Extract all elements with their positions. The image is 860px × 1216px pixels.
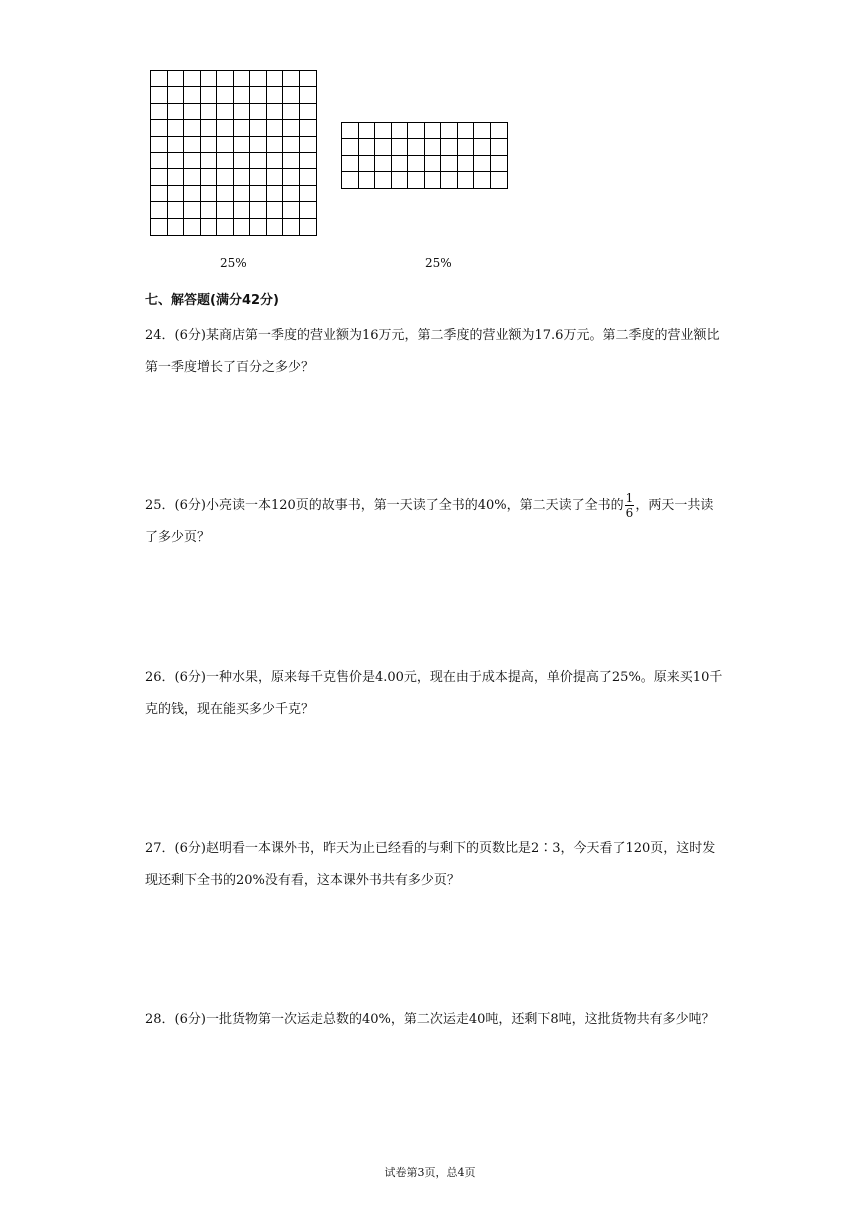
grid-cell bbox=[267, 87, 284, 103]
grid-cell bbox=[267, 71, 284, 87]
grid-cell bbox=[375, 123, 392, 139]
grid-cell bbox=[201, 153, 218, 169]
grid-cell bbox=[168, 202, 185, 218]
grid-cell bbox=[458, 123, 475, 139]
grid-cell bbox=[408, 139, 425, 155]
grid-cell bbox=[250, 137, 267, 153]
grid-cell bbox=[168, 186, 185, 202]
grid-cell bbox=[234, 186, 251, 202]
grid-cell bbox=[184, 120, 201, 136]
grid-cell bbox=[283, 71, 300, 87]
question-24 bbox=[145, 320, 725, 384]
grid-cell bbox=[250, 104, 267, 120]
grid-cell bbox=[359, 123, 376, 139]
grid-cell bbox=[267, 169, 284, 185]
grid-cell bbox=[217, 137, 234, 153]
grid-cell bbox=[151, 219, 168, 235]
grid-cell bbox=[300, 169, 317, 185]
grid-cell bbox=[474, 139, 491, 155]
grid-cell bbox=[283, 87, 300, 103]
grid-cell bbox=[267, 153, 284, 169]
grid-cell bbox=[300, 153, 317, 169]
grid-cell bbox=[283, 219, 300, 235]
grid-cell bbox=[201, 186, 218, 202]
question-26-text: 26．(6分)一种水果，原来每千克售价是4.00元，现在由于成本提高，单价提高了25%。原来买10千克的钱，现在能买多少千克？ bbox=[145, 670, 723, 717]
grid-cell bbox=[300, 219, 317, 235]
grid-cell bbox=[283, 169, 300, 185]
grid-cell bbox=[342, 123, 359, 139]
grid-cell bbox=[217, 169, 234, 185]
grid-cell bbox=[217, 219, 234, 235]
grid-cell bbox=[441, 139, 458, 155]
grid-cell bbox=[342, 156, 359, 172]
grid-cell bbox=[168, 169, 185, 185]
grid-cell bbox=[234, 120, 251, 136]
grid-cell bbox=[201, 120, 218, 136]
grid-cell bbox=[234, 219, 251, 235]
grid-cell bbox=[234, 202, 251, 218]
grid-cell bbox=[234, 87, 251, 103]
grid-cell bbox=[458, 172, 475, 188]
grid-cell bbox=[151, 120, 168, 136]
grid-cell bbox=[184, 186, 201, 202]
grid-cell bbox=[283, 202, 300, 218]
grid-cell bbox=[392, 172, 409, 188]
grid-cell bbox=[392, 156, 409, 172]
grid-cell bbox=[474, 156, 491, 172]
rectangle-grid-percent-label: 25% bbox=[425, 256, 452, 270]
grid-cell bbox=[408, 156, 425, 172]
grid-cell bbox=[250, 186, 267, 202]
grid-cell bbox=[184, 137, 201, 153]
grid-cell bbox=[217, 120, 234, 136]
fraction-one-sixth bbox=[625, 491, 635, 520]
grid-cell bbox=[283, 137, 300, 153]
grid-cell bbox=[267, 120, 284, 136]
grid-cell bbox=[184, 153, 201, 169]
grid-cell bbox=[250, 202, 267, 218]
grid-cell bbox=[201, 71, 218, 87]
grid-cell bbox=[151, 186, 168, 202]
grid-cell bbox=[441, 156, 458, 172]
grid-cell bbox=[441, 172, 458, 188]
grid-cell bbox=[168, 219, 185, 235]
grid-cell bbox=[267, 219, 284, 235]
grid-cell bbox=[359, 139, 376, 155]
grid-cell bbox=[201, 202, 218, 218]
grid-cell bbox=[151, 137, 168, 153]
question-28 bbox=[145, 1004, 725, 1036]
section-title: 七、解答题(满分42分) bbox=[145, 293, 279, 308]
question-28-text: 28．(6分)一批货物第一次运走总数的40%，第二次运走40吨，还剩下8吨，这批货物共有多少吨？ bbox=[145, 1012, 715, 1027]
grid-cell bbox=[300, 71, 317, 87]
grid-cell bbox=[201, 219, 218, 235]
grid-cell bbox=[392, 123, 409, 139]
grid-cell bbox=[168, 153, 185, 169]
grid-cell bbox=[234, 104, 251, 120]
grid-cell bbox=[168, 71, 185, 87]
grid-cell bbox=[342, 139, 359, 155]
grid-cell bbox=[217, 202, 234, 218]
grid-cell bbox=[408, 123, 425, 139]
grid-cell bbox=[184, 71, 201, 87]
grid-cell bbox=[458, 139, 475, 155]
grid-cell bbox=[342, 172, 359, 188]
grid-cell bbox=[234, 137, 251, 153]
fraction-denominator: 6 bbox=[625, 506, 634, 520]
square-grid-percent-label: 25% bbox=[220, 256, 247, 270]
grid-cell bbox=[425, 123, 442, 139]
grid-cell bbox=[441, 123, 458, 139]
grid-cell bbox=[151, 169, 168, 185]
grid-cell bbox=[474, 172, 491, 188]
question-25-text-before: 25．(6分)小亮读一本120页的故事书，第一天读了全书的40%，第二天读了全书的 bbox=[145, 498, 624, 513]
question-27-text: 27．(6分)赵明看一本课外书，昨天为止已经看的与剩下的页数比是2∶3，今天看了120页，这时发现还剩下全书的20%没有看，这本课外书共有多少页？ bbox=[145, 841, 716, 888]
grid-cell bbox=[168, 137, 185, 153]
grid-cell bbox=[300, 186, 317, 202]
grid-cell bbox=[283, 104, 300, 120]
grid-cell bbox=[201, 169, 218, 185]
grid-cell bbox=[300, 87, 317, 103]
question-25-text-after: ，两天一共读了多少页？ bbox=[145, 498, 714, 545]
square-grid-figure bbox=[150, 70, 317, 236]
grid-cell bbox=[201, 87, 218, 103]
grid-cell bbox=[267, 104, 284, 120]
grid-cell bbox=[184, 202, 201, 218]
grid-cell bbox=[250, 219, 267, 235]
grid-cell bbox=[408, 172, 425, 188]
grid-cell bbox=[267, 137, 284, 153]
grid-cell bbox=[234, 169, 251, 185]
grid-cell bbox=[151, 202, 168, 218]
grid-cell bbox=[250, 87, 267, 103]
grid-cell bbox=[300, 104, 317, 120]
grid-cell bbox=[392, 139, 409, 155]
question-26 bbox=[145, 662, 725, 726]
grid-cell bbox=[151, 104, 168, 120]
grid-cell bbox=[217, 153, 234, 169]
grid-cell bbox=[250, 120, 267, 136]
grid-cell bbox=[217, 104, 234, 120]
grid-cell bbox=[491, 172, 508, 188]
grid-cell bbox=[300, 202, 317, 218]
grid-cell bbox=[168, 104, 185, 120]
grid-cell bbox=[375, 156, 392, 172]
grid-cell bbox=[217, 71, 234, 87]
grid-cell bbox=[184, 87, 201, 103]
grid-cell bbox=[151, 71, 168, 87]
grid-cell bbox=[201, 104, 218, 120]
question-24-text: 24．(6分)某商店第一季度的营业额为16万元，第二季度的营业额为17.6万元。第二季度的营业额比第一季度增长了百分之多少？ bbox=[145, 328, 720, 375]
grid-cell bbox=[184, 169, 201, 185]
grid-cell bbox=[184, 219, 201, 235]
grid-cell bbox=[184, 104, 201, 120]
grid-cell bbox=[217, 87, 234, 103]
grid-cell bbox=[300, 120, 317, 136]
grid-cell bbox=[250, 169, 267, 185]
question-25 bbox=[145, 490, 725, 554]
grid-cell bbox=[491, 123, 508, 139]
grid-cell bbox=[283, 120, 300, 136]
grid-cell bbox=[168, 120, 185, 136]
grid-cell bbox=[217, 186, 234, 202]
grid-cell bbox=[425, 172, 442, 188]
grid-cell bbox=[283, 153, 300, 169]
grid-cell bbox=[250, 153, 267, 169]
grid-cell bbox=[375, 172, 392, 188]
page-footer: 试卷第3页，总4页 bbox=[384, 1166, 476, 1179]
grid-cell bbox=[425, 156, 442, 172]
grid-cell bbox=[234, 71, 251, 87]
grid-cell bbox=[491, 139, 508, 155]
grid-cell bbox=[458, 156, 475, 172]
grid-cell bbox=[375, 139, 392, 155]
grid-cell bbox=[359, 156, 376, 172]
grid-cell bbox=[151, 153, 168, 169]
grid-cell bbox=[300, 137, 317, 153]
grid-cell bbox=[491, 156, 508, 172]
grid-cell bbox=[267, 186, 284, 202]
grid-cell bbox=[168, 87, 185, 103]
grid-cell bbox=[201, 137, 218, 153]
grid-cell bbox=[234, 153, 251, 169]
question-27 bbox=[145, 833, 725, 897]
grid-cell bbox=[151, 87, 168, 103]
rectangle-grid-figure bbox=[341, 122, 508, 189]
grid-cell bbox=[474, 123, 491, 139]
grid-cell bbox=[267, 202, 284, 218]
fraction-numerator: 1 bbox=[625, 491, 634, 505]
grid-cell bbox=[250, 71, 267, 87]
grid-cell bbox=[425, 139, 442, 155]
grid-cell bbox=[283, 186, 300, 202]
grid-cell bbox=[359, 172, 376, 188]
